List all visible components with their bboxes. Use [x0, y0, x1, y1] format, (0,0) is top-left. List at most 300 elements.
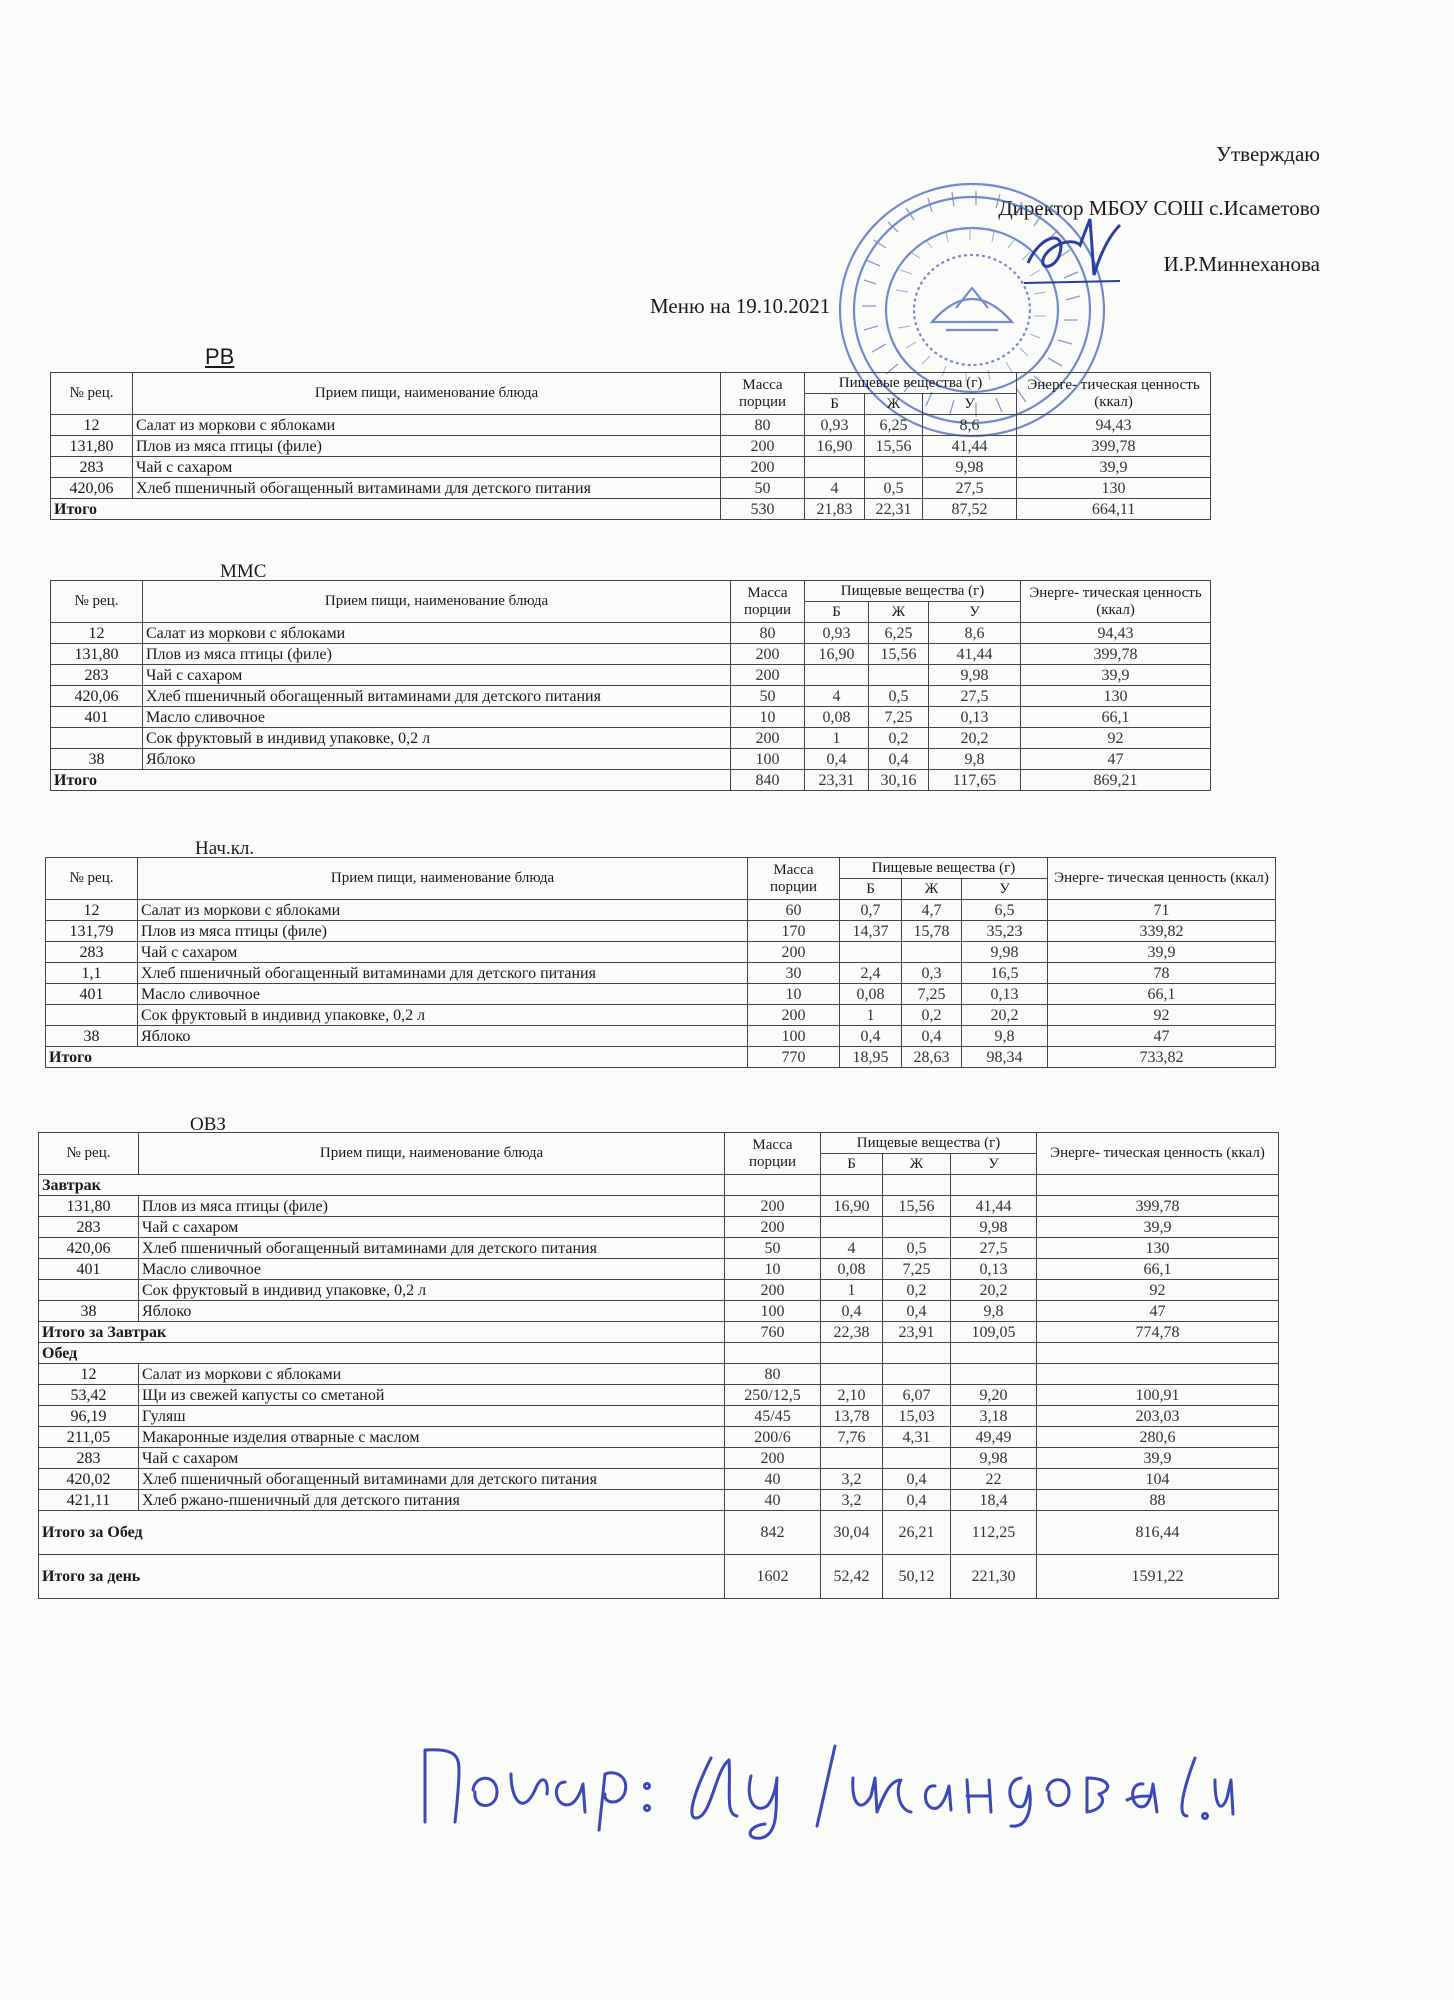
- col-u: У: [962, 879, 1048, 900]
- table-row: [39, 1280, 1279, 1301]
- day-total-label: Итого за день: [39, 1555, 725, 1599]
- cell-u: 18,4: [951, 1490, 1037, 1511]
- cell-u: 8,6: [929, 623, 1021, 644]
- cell-num: 283: [39, 1448, 139, 1469]
- cell-u: 41,44: [923, 436, 1017, 457]
- cell-num: [51, 728, 143, 749]
- cell-zh: [883, 1364, 951, 1385]
- cell-mass: 45/45: [725, 1406, 821, 1427]
- col-u: У: [929, 602, 1021, 623]
- cell-mass: 10: [725, 1259, 821, 1280]
- cell-kcal: 100,91: [1037, 1385, 1279, 1406]
- cell-kcal: 78: [1048, 963, 1276, 984]
- cell-mass: 10: [748, 984, 840, 1005]
- cell-zh: 15,56: [865, 436, 923, 457]
- cell-mass: 200: [748, 1005, 840, 1026]
- cell-num: 420,06: [51, 478, 133, 499]
- cell-num: 211,05: [39, 1427, 139, 1448]
- cell-zh: 4,31: [883, 1427, 951, 1448]
- cell-u: 49,49: [951, 1427, 1037, 1448]
- cell-b: 0,7: [840, 900, 902, 921]
- cell-zh: 7,25: [883, 1259, 951, 1280]
- cell-u: 9,98: [929, 665, 1021, 686]
- cell-u: 35,23: [962, 921, 1048, 942]
- cell-num: 96,19: [39, 1406, 139, 1427]
- cell-b: 0,08: [840, 984, 902, 1005]
- cell-mass: 50: [731, 686, 805, 707]
- total-kcal: 664,11: [1017, 499, 1211, 520]
- cell-zh: 4,7: [902, 900, 962, 921]
- col-nutrients: Пищевые вещества (г): [821, 1133, 1037, 1154]
- cell-b: 4: [821, 1238, 883, 1259]
- total-u: 117,65: [929, 770, 1021, 791]
- cell-name: Плов из мяса птицы (филе): [133, 436, 721, 457]
- cook-signature-icon: [415, 1730, 1245, 1840]
- cell-num: 401: [46, 984, 138, 1005]
- cell-b: 7,76: [821, 1427, 883, 1448]
- total-zh: 26,21: [883, 1511, 951, 1555]
- cell-zh: 0,5: [869, 686, 929, 707]
- cell-b: 0,93: [805, 415, 865, 436]
- total-zh: 30,16: [869, 770, 929, 791]
- total-b: 23,31: [805, 770, 869, 791]
- section-title-primary: Нач.кл.: [195, 838, 255, 859]
- cell-name: Яблоко: [139, 1301, 725, 1322]
- menu-table-ovz: [38, 1132, 1279, 1599]
- cell-mass: 80: [721, 415, 805, 436]
- cell-b: 3,2: [821, 1469, 883, 1490]
- cell-b: [821, 1364, 883, 1385]
- director-line: Директор МБОУ СОШ с.Исаметово: [998, 196, 1320, 220]
- cell-name: Гуляш: [139, 1406, 725, 1427]
- cell-mass: 50: [721, 478, 805, 499]
- col-num: № рец.: [39, 1133, 139, 1175]
- cell-mass: 200: [725, 1196, 821, 1217]
- cell-u: 9,8: [951, 1301, 1037, 1322]
- section-title-mms: ММС: [220, 561, 267, 582]
- table-row: [51, 686, 1211, 707]
- cell-b: [840, 942, 902, 963]
- menu-table-mms: [50, 580, 1211, 791]
- total-label: Итого за Завтрак: [39, 1322, 725, 1343]
- cell-zh: 15,56: [869, 644, 929, 665]
- total-row: [46, 1047, 1276, 1068]
- total-kcal: 869,21: [1021, 770, 1211, 791]
- cell-num: [46, 1005, 138, 1026]
- cell-kcal: 66,1: [1021, 707, 1211, 728]
- cell-u: 27,5: [951, 1238, 1037, 1259]
- cell-name: Чай с сахаром: [143, 665, 731, 686]
- table-row: [51, 728, 1211, 749]
- cell-num: 283: [51, 665, 143, 686]
- cell-mass: 200: [721, 436, 805, 457]
- col-name: Прием пищи, наименование блюда: [133, 373, 721, 415]
- cell-b: 0,93: [805, 623, 869, 644]
- table-row: [39, 1238, 1279, 1259]
- cell-kcal: 94,43: [1021, 623, 1211, 644]
- cell-num: 12: [46, 900, 138, 921]
- breakfast-label: Завтрак: [39, 1175, 725, 1196]
- cell-num: 12: [51, 415, 133, 436]
- cell-name: Хлеб пшеничный обогащенный витаминами для детского питания: [139, 1238, 725, 1259]
- cell-u: 9,8: [962, 1026, 1048, 1047]
- total-mass: 760: [725, 1322, 821, 1343]
- table-row: [51, 436, 1211, 457]
- cell-b: [821, 1217, 883, 1238]
- cell-u: 27,5: [929, 686, 1021, 707]
- cell-kcal: 39,9: [1017, 457, 1211, 478]
- cell-u: 9,98: [923, 457, 1017, 478]
- total-mass: 770: [748, 1047, 840, 1068]
- table-row: [51, 749, 1211, 770]
- col-zh: Ж: [902, 879, 962, 900]
- cell-name: Хлеб ржано-пшеничный для детского питания: [139, 1490, 725, 1511]
- cell-b: 3,2: [821, 1490, 883, 1511]
- table-row: [46, 984, 1276, 1005]
- table-row: [51, 707, 1211, 728]
- cell-b: 13,78: [821, 1406, 883, 1427]
- cell-zh: 0,5: [883, 1238, 951, 1259]
- cell-u: 6,5: [962, 900, 1048, 921]
- cell-kcal: 203,03: [1037, 1406, 1279, 1427]
- cell-b: 16,90: [805, 644, 869, 665]
- director-signature-icon: [1020, 205, 1130, 295]
- col-b: Б: [805, 602, 869, 623]
- col-name: Прием пищи, наименование блюда: [138, 858, 748, 900]
- cell-kcal: 399,78: [1021, 644, 1211, 665]
- cell-zh: 0,3: [902, 963, 962, 984]
- cell-kcal: 47: [1048, 1026, 1276, 1047]
- cell-kcal: 94,43: [1017, 415, 1211, 436]
- total-row: [39, 1322, 1279, 1343]
- cell-u: 27,5: [923, 478, 1017, 499]
- cell-name: Хлеб пшеничный обогащенный витаминами для детского питания: [138, 963, 748, 984]
- cell-u: 9,98: [951, 1217, 1037, 1238]
- table-row: [39, 1301, 1279, 1322]
- cell-mass: 200: [748, 942, 840, 963]
- table-row: [46, 900, 1276, 921]
- section-title-ovz: ОВЗ: [190, 1114, 226, 1135]
- total-row: [39, 1511, 1279, 1555]
- cell-b: 2,4: [840, 963, 902, 984]
- cell-b: 1: [840, 1005, 902, 1026]
- cell-num: 420,06: [39, 1238, 139, 1259]
- cell-mass: 100: [748, 1026, 840, 1047]
- col-nutrients: Пищевые вещества (г): [805, 581, 1021, 602]
- cell-mass: 80: [731, 623, 805, 644]
- meal-label-row: [39, 1343, 1279, 1364]
- cell-b: 0,4: [840, 1026, 902, 1047]
- cell-zh: 6,25: [869, 623, 929, 644]
- cell-name: Хлеб пшеничный обогащенный витаминами для детского питания: [139, 1469, 725, 1490]
- cell-num: 12: [51, 623, 143, 644]
- cell-name: Салат из моркови с яблоками: [138, 900, 748, 921]
- total-label: Итого: [51, 770, 731, 791]
- cell-mass: 40: [725, 1490, 821, 1511]
- cell-zh: 6,25: [865, 415, 923, 436]
- menu-table-primary: [45, 857, 1276, 1068]
- cell-b: [805, 665, 869, 686]
- col-zh: Ж: [869, 602, 929, 623]
- total-label: Итого: [51, 499, 721, 520]
- cell-b: 16,90: [805, 436, 865, 457]
- cell-name: Чай с сахаром: [139, 1217, 725, 1238]
- total-label: Итого: [46, 1047, 748, 1068]
- cell-mass: 200: [731, 665, 805, 686]
- cell-name: Хлеб пшеничный обогащенный витаминами для детского питания: [143, 686, 731, 707]
- cell-mass: 250/12,5: [725, 1385, 821, 1406]
- cell-num: 12: [39, 1364, 139, 1385]
- cell-u: 41,44: [929, 644, 1021, 665]
- table-row: [39, 1469, 1279, 1490]
- cell-name: Плов из мяса птицы (филе): [138, 921, 748, 942]
- cell-kcal: 130: [1017, 478, 1211, 499]
- total-b: 30,04: [821, 1511, 883, 1555]
- cell-kcal: 399,78: [1017, 436, 1211, 457]
- cell-zh: 0,4: [883, 1490, 951, 1511]
- cell-kcal: 92: [1021, 728, 1211, 749]
- table-row: [51, 478, 1211, 499]
- total-label: Итого за Обед: [39, 1511, 725, 1555]
- total-kcal: 774,78: [1037, 1322, 1279, 1343]
- cell-mass: 50: [725, 1238, 821, 1259]
- table-row: [46, 921, 1276, 942]
- cell-zh: 15,03: [883, 1406, 951, 1427]
- table-row: [51, 623, 1211, 644]
- cell-kcal: [1037, 1364, 1279, 1385]
- table-header-row: [51, 373, 1211, 394]
- table-row: [39, 1427, 1279, 1448]
- cell-kcal: 92: [1037, 1280, 1279, 1301]
- cell-kcal: 47: [1037, 1301, 1279, 1322]
- cell-b: 16,90: [821, 1196, 883, 1217]
- cell-u: 0,13: [929, 707, 1021, 728]
- cell-zh: 0,4: [869, 749, 929, 770]
- cell-name: Яблоко: [143, 749, 731, 770]
- cell-num: 131,80: [51, 436, 133, 457]
- total-b: 21,83: [805, 499, 865, 520]
- cell-u: 8,6: [923, 415, 1017, 436]
- table-row: [46, 1026, 1276, 1047]
- table-row: [51, 457, 1211, 478]
- total-u: 221,30: [951, 1555, 1037, 1599]
- total-row: [51, 770, 1211, 791]
- table-row: [46, 1005, 1276, 1026]
- cell-num: 421,11: [39, 1490, 139, 1511]
- table-row: [39, 1217, 1279, 1238]
- total-row: [51, 499, 1211, 520]
- cell-kcal: 130: [1021, 686, 1211, 707]
- cell-zh: 7,25: [869, 707, 929, 728]
- cell-zh: [902, 942, 962, 963]
- cell-mass: 100: [731, 749, 805, 770]
- cell-name: Салат из моркови с яблоками: [133, 415, 721, 436]
- total-mass: 530: [721, 499, 805, 520]
- col-num: № рец.: [51, 373, 133, 415]
- cell-u: 3,18: [951, 1406, 1037, 1427]
- cell-name: Масло сливочное: [143, 707, 731, 728]
- cell-u: 0,13: [951, 1259, 1037, 1280]
- cell-zh: 0,4: [902, 1026, 962, 1047]
- cell-mass: 100: [725, 1301, 821, 1322]
- cell-b: [821, 1448, 883, 1469]
- cell-b: 1: [821, 1280, 883, 1301]
- cell-b: 1: [805, 728, 869, 749]
- cell-mass: 200: [731, 728, 805, 749]
- col-mass: Масса порции: [731, 581, 805, 623]
- cell-name: Салат из моркови с яблоками: [143, 623, 731, 644]
- cell-zh: [865, 457, 923, 478]
- total-u: 112,25: [951, 1511, 1037, 1555]
- cell-kcal: 88: [1037, 1490, 1279, 1511]
- table-header-row: [46, 858, 1276, 879]
- cell-name: Масло сливочное: [138, 984, 748, 1005]
- cell-name: Салат из моркови с яблоками: [139, 1364, 725, 1385]
- cell-b: 0,08: [805, 707, 869, 728]
- col-b: Б: [821, 1154, 883, 1175]
- cell-name: Макаронные изделия отварные с маслом: [139, 1427, 725, 1448]
- cell-u: 0,13: [962, 984, 1048, 1005]
- table-row: [39, 1406, 1279, 1427]
- col-u: У: [923, 394, 1017, 415]
- cell-num: 131,80: [39, 1196, 139, 1217]
- cell-b: 2,10: [821, 1385, 883, 1406]
- cell-kcal: 66,1: [1048, 984, 1276, 1005]
- col-nutrients: Пищевые вещества (г): [840, 858, 1048, 879]
- cell-mass: 200/6: [725, 1427, 821, 1448]
- col-b: Б: [805, 394, 865, 415]
- cell-name: Сок фруктовый в индивид упаковке, 0,2 л: [138, 1005, 748, 1026]
- total-u: 109,05: [951, 1322, 1037, 1343]
- cell-num: [39, 1280, 139, 1301]
- cell-kcal: 39,9: [1037, 1217, 1279, 1238]
- cell-num: 38: [51, 749, 143, 770]
- cell-b: 4: [805, 686, 869, 707]
- cell-num: 401: [39, 1259, 139, 1280]
- col-mass: Масса порции: [721, 373, 805, 415]
- cell-zh: 0,4: [883, 1301, 951, 1322]
- table-row: [46, 963, 1276, 984]
- cell-name: Чай с сахаром: [133, 457, 721, 478]
- menu-table-rv: [50, 372, 1211, 520]
- cell-kcal: 47: [1021, 749, 1211, 770]
- cell-b: 0,4: [821, 1301, 883, 1322]
- cell-zh: [883, 1448, 951, 1469]
- cell-u: 9,8: [929, 749, 1021, 770]
- cell-u: 16,5: [962, 963, 1048, 984]
- cell-num: 283: [51, 457, 133, 478]
- total-zh: 23,91: [883, 1322, 951, 1343]
- col-num: № рец.: [46, 858, 138, 900]
- table-row: [39, 1196, 1279, 1217]
- signer-name: И.Р.Миннеханова: [1163, 252, 1320, 276]
- cell-u: 9,98: [951, 1448, 1037, 1469]
- cell-kcal: 280,6: [1037, 1427, 1279, 1448]
- cell-num: 283: [39, 1217, 139, 1238]
- col-energy: Энерге- тическая ценность (ккал): [1037, 1133, 1279, 1175]
- cell-kcal: 39,9: [1037, 1448, 1279, 1469]
- total-zh: 50,12: [883, 1555, 951, 1599]
- cell-num: 1,1: [46, 963, 138, 984]
- cell-u: 20,2: [929, 728, 1021, 749]
- cell-zh: 15,56: [883, 1196, 951, 1217]
- cell-b: [805, 457, 865, 478]
- cell-u: 41,44: [951, 1196, 1037, 1217]
- cell-zh: 0,5: [865, 478, 923, 499]
- col-energy: Энерге- тическая ценность (ккал): [1017, 373, 1211, 415]
- cell-zh: 7,25: [902, 984, 962, 1005]
- total-u: 87,52: [923, 499, 1017, 520]
- cell-num: 283: [46, 942, 138, 963]
- cell-mass: 170: [748, 921, 840, 942]
- meal-label-row: [39, 1175, 1279, 1196]
- table-row: [39, 1490, 1279, 1511]
- cell-num: 401: [51, 707, 143, 728]
- col-mass: Масса порции: [725, 1133, 821, 1175]
- cell-name: Чай с сахаром: [139, 1448, 725, 1469]
- total-kcal: 733,82: [1048, 1047, 1276, 1068]
- table-row: [39, 1364, 1279, 1385]
- cell-name: Хлеб пшеничный обогащенный витаминами для детского питания: [133, 478, 721, 499]
- cell-mass: 200: [721, 457, 805, 478]
- total-mass: 1602: [725, 1555, 821, 1599]
- total-kcal: 816,44: [1037, 1511, 1279, 1555]
- cell-u: 20,2: [962, 1005, 1048, 1026]
- cell-mass: 30: [748, 963, 840, 984]
- cell-u: 20,2: [951, 1280, 1037, 1301]
- table-row: [51, 415, 1211, 436]
- table-header-row: [39, 1133, 1279, 1154]
- table-row: [51, 665, 1211, 686]
- cell-zh: 0,4: [883, 1469, 951, 1490]
- lunch-label: Обед: [39, 1343, 725, 1364]
- cell-name: Сок фруктовый в индивид упаковке, 0,2 л: [139, 1280, 725, 1301]
- col-name: Прием пищи, наименование блюда: [139, 1133, 725, 1175]
- total-mass: 842: [725, 1511, 821, 1555]
- cell-kcal: 39,9: [1021, 665, 1211, 686]
- cell-zh: 15,78: [902, 921, 962, 942]
- approve-label: Утверждаю: [1216, 142, 1320, 166]
- table-row: [51, 644, 1211, 665]
- col-b: Б: [840, 879, 902, 900]
- total-row: [39, 1555, 1279, 1599]
- total-u: 98,34: [962, 1047, 1048, 1068]
- menu-title: Меню на 19.10.2021: [650, 294, 831, 318]
- cell-name: Масло сливочное: [139, 1259, 725, 1280]
- cell-zh: 0,2: [869, 728, 929, 749]
- cell-mass: 200: [725, 1448, 821, 1469]
- col-num: № рец.: [51, 581, 143, 623]
- cell-mass: 200: [731, 644, 805, 665]
- cell-mass: 80: [725, 1364, 821, 1385]
- total-b: 18,95: [840, 1047, 902, 1068]
- cell-zh: 0,2: [883, 1280, 951, 1301]
- cell-b: 4: [805, 478, 865, 499]
- total-zh: 22,31: [865, 499, 923, 520]
- total-zh: 28,63: [902, 1047, 962, 1068]
- cell-u: [951, 1364, 1037, 1385]
- cell-kcal: 39,9: [1048, 942, 1276, 963]
- cell-kcal: 92: [1048, 1005, 1276, 1026]
- total-kcal: 1591,22: [1037, 1555, 1279, 1599]
- col-energy: Энерге- тическая ценность (ккал): [1048, 858, 1276, 900]
- cell-num: 420,02: [39, 1469, 139, 1490]
- col-nutrients: Пищевые вещества (г): [805, 373, 1017, 394]
- cell-u: 22: [951, 1469, 1037, 1490]
- cell-kcal: 339,82: [1048, 921, 1276, 942]
- cell-u: 9,98: [962, 942, 1048, 963]
- col-energy: Энерге- тическая ценность (ккал): [1021, 581, 1211, 623]
